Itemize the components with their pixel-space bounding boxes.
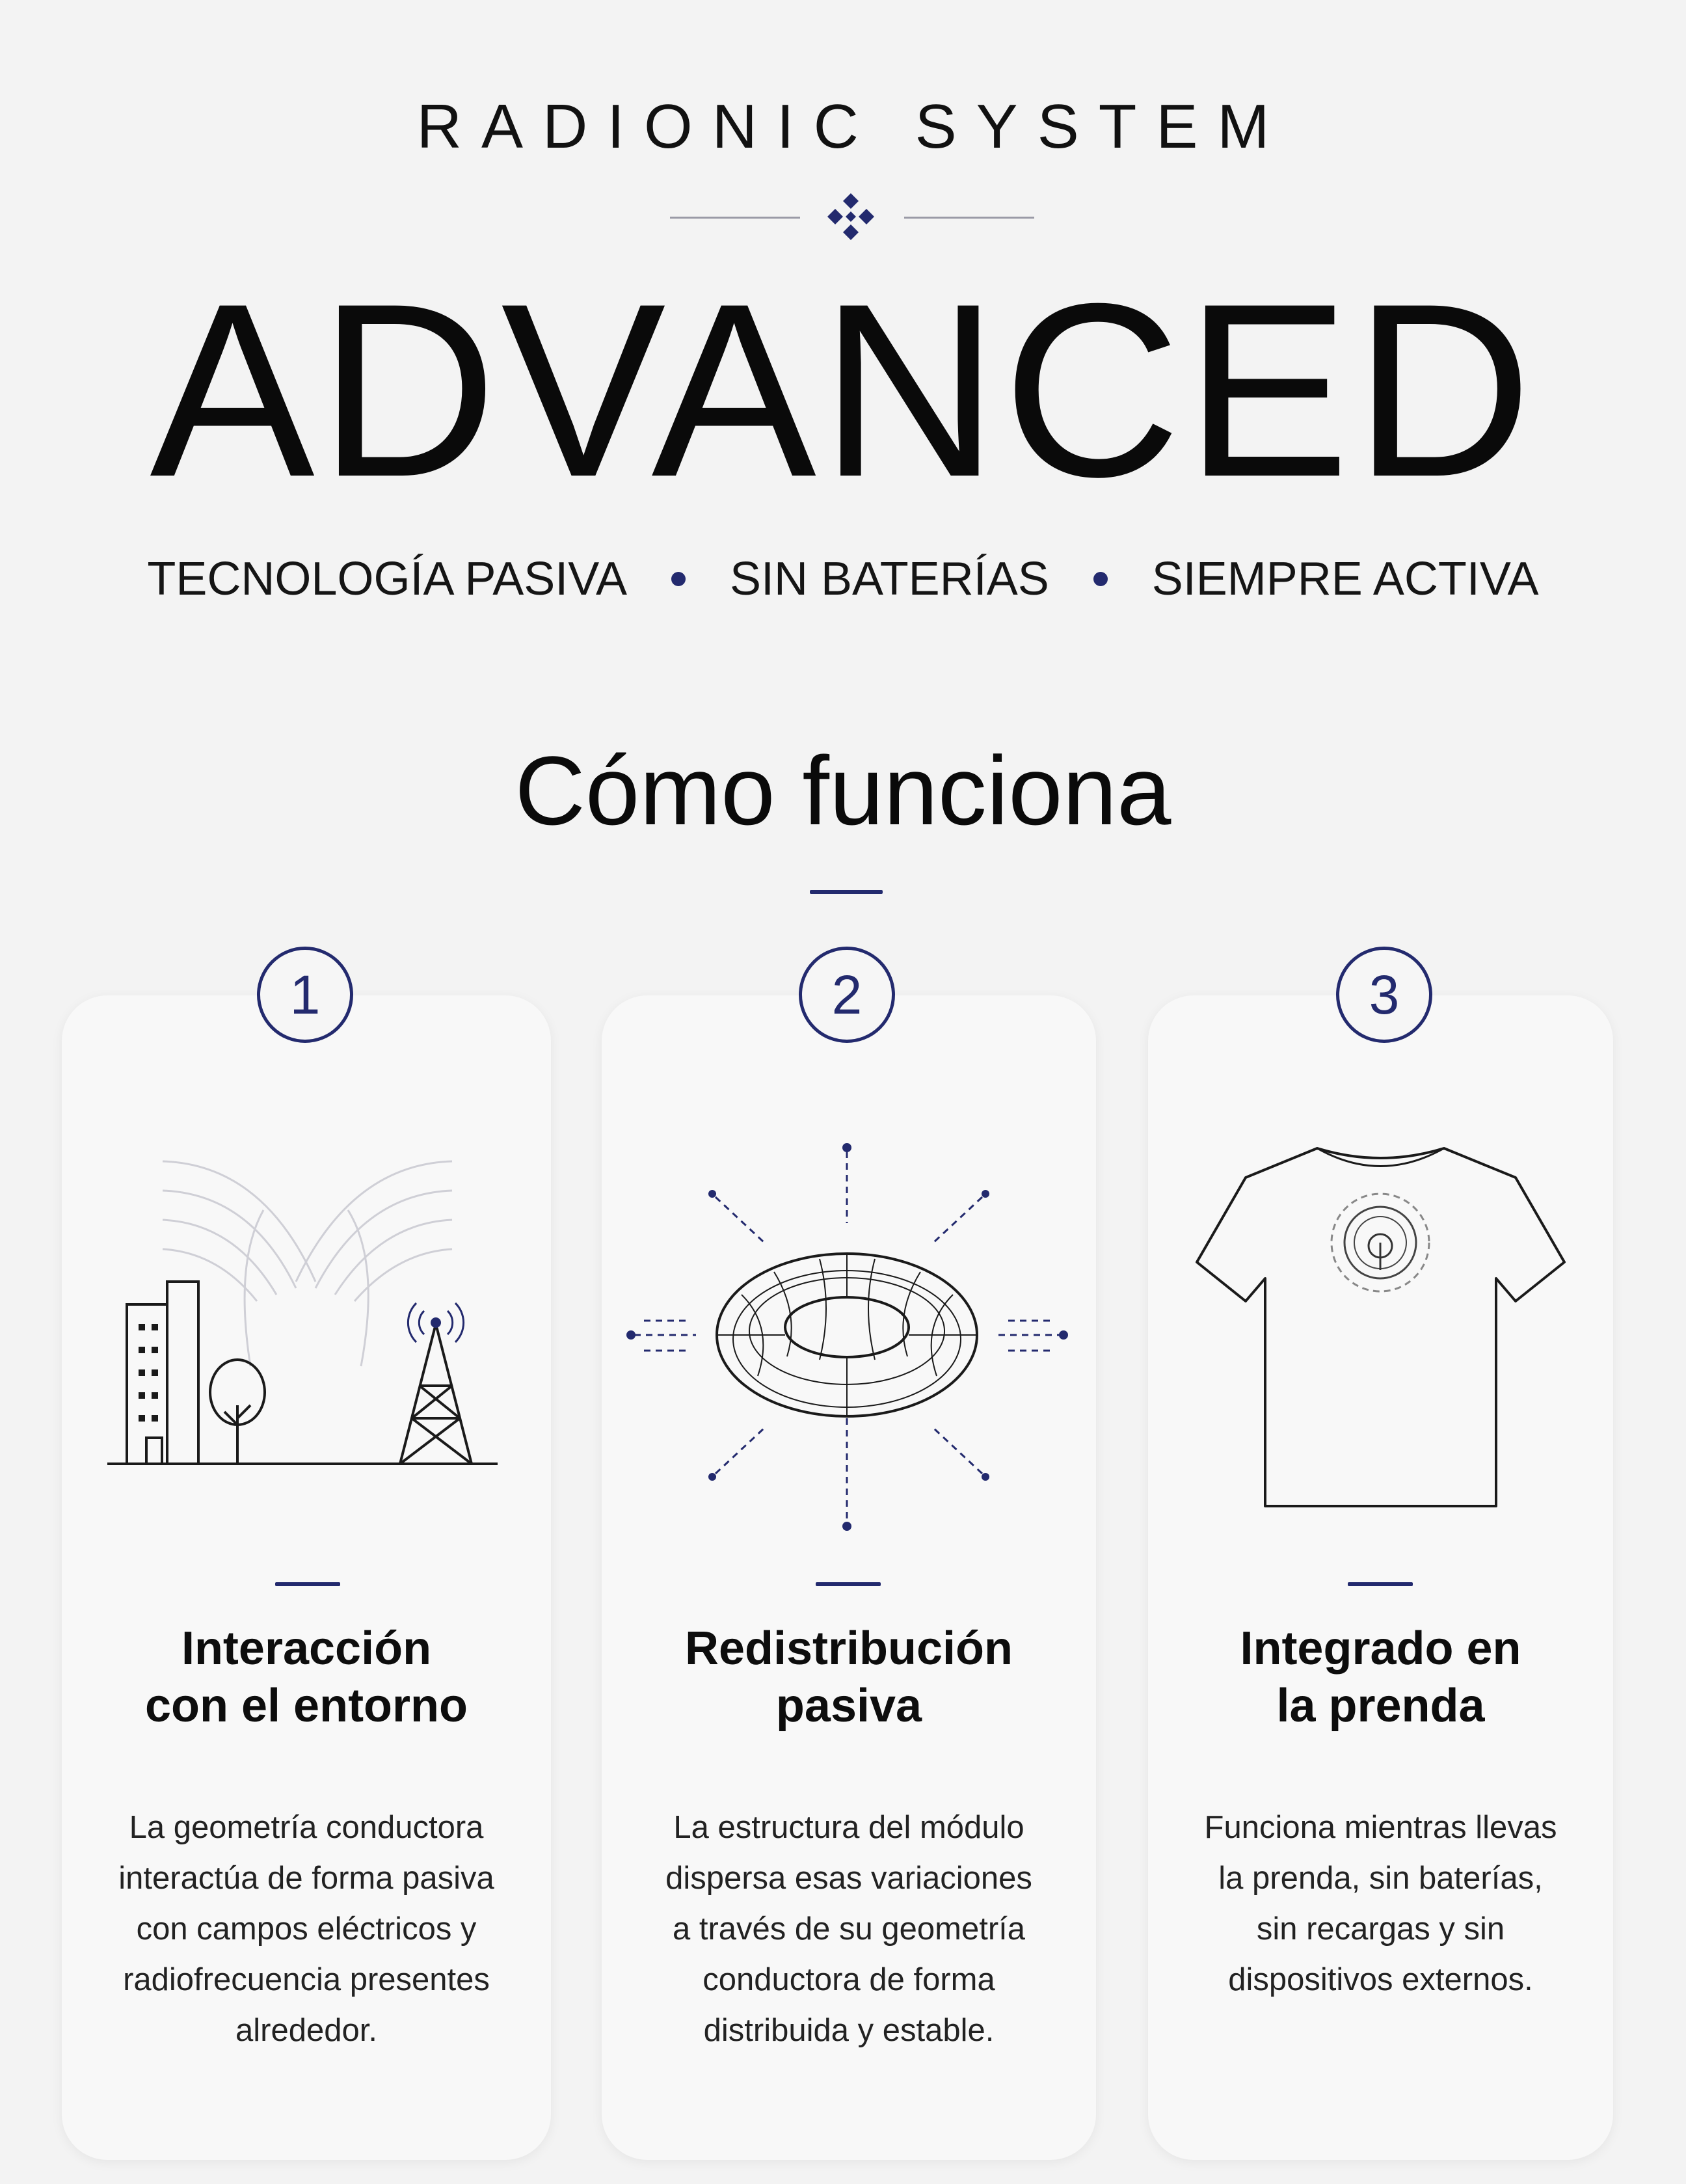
- step-title: [602, 1620, 1096, 1734]
- step-description-line: conductora de forma: [702, 1962, 995, 1997]
- tagline: [0, 546, 1686, 612]
- step-title: [1148, 1620, 1613, 1734]
- step-description-line: Funciona mientras llevas: [1204, 1810, 1557, 1845]
- step-number-badge: 2: [799, 947, 895, 1043]
- tshirt-module-icon: [1190, 1132, 1571, 1522]
- ornament-rule-left: [670, 217, 800, 219]
- city-antenna-waves-icon: [101, 1132, 504, 1470]
- step-description: [62, 1802, 551, 2056]
- card-divider: [816, 1582, 881, 1586]
- headline: ADVANCED: [150, 252, 1536, 528]
- step-title-line: la prenda: [1276, 1680, 1485, 1732]
- step-description-line: con campos eléctricos y: [136, 1911, 477, 1947]
- step-description: [602, 1802, 1096, 2056]
- step-description-line: dispersa esas variaciones: [665, 1861, 1032, 1896]
- torus-field-icon: [624, 1132, 1073, 1548]
- tagline-item-no-batteries: SIN BATERÍAS: [729, 553, 1049, 605]
- step-title: [62, 1620, 551, 1734]
- step-description-line: La geometría conductora: [129, 1810, 484, 1845]
- step-title-line: con el entorno: [144, 1680, 468, 1732]
- step-title-line: pasiva: [775, 1680, 922, 1732]
- step-description-line: interactúa de forma pasiva: [118, 1861, 494, 1896]
- ornament-rule-right: [904, 217, 1034, 219]
- step-description-line: la prenda, sin baterías,: [1218, 1861, 1543, 1896]
- step-description-line: dispositivos externos.: [1228, 1962, 1533, 1997]
- bullet-dot-icon: [671, 572, 686, 586]
- step-description-line: La estructura del módulo: [673, 1810, 1024, 1845]
- step-description-line: a través de su geometría: [672, 1911, 1025, 1947]
- brand-kicker: RADIONIC SYSTEM: [416, 92, 1289, 161]
- section-title: Cómo funciona: [515, 736, 1171, 845]
- tagline-item-passive: TECNOLOGÍA PASIVA: [147, 553, 627, 605]
- card-divider: [275, 1582, 340, 1586]
- tagline-item-always-on: SIEMPRE ACTIVA: [1151, 553, 1539, 605]
- card-divider: [1348, 1582, 1413, 1586]
- step-number-badge: 1: [257, 947, 353, 1043]
- step-description-line: alrededor.: [235, 2013, 377, 2048]
- section-title-underline: [810, 890, 883, 894]
- diamond-ornament-icon: [826, 192, 876, 241]
- step-number-badge: 3: [1336, 947, 1432, 1043]
- step-description-line: sin recargas y sin: [1256, 1911, 1505, 1947]
- step-title-line: Integrado en: [1240, 1623, 1521, 1675]
- bullet-dot-icon: [1093, 572, 1108, 586]
- step-description: [1148, 1802, 1613, 2005]
- step-description-line: distribuida y estable.: [703, 2013, 995, 2048]
- step-title-line: Interacción: [181, 1623, 432, 1675]
- step-title-line: Redistribución: [684, 1623, 1013, 1675]
- step-description-line: radiofrecuencia presentes: [123, 1962, 490, 1997]
